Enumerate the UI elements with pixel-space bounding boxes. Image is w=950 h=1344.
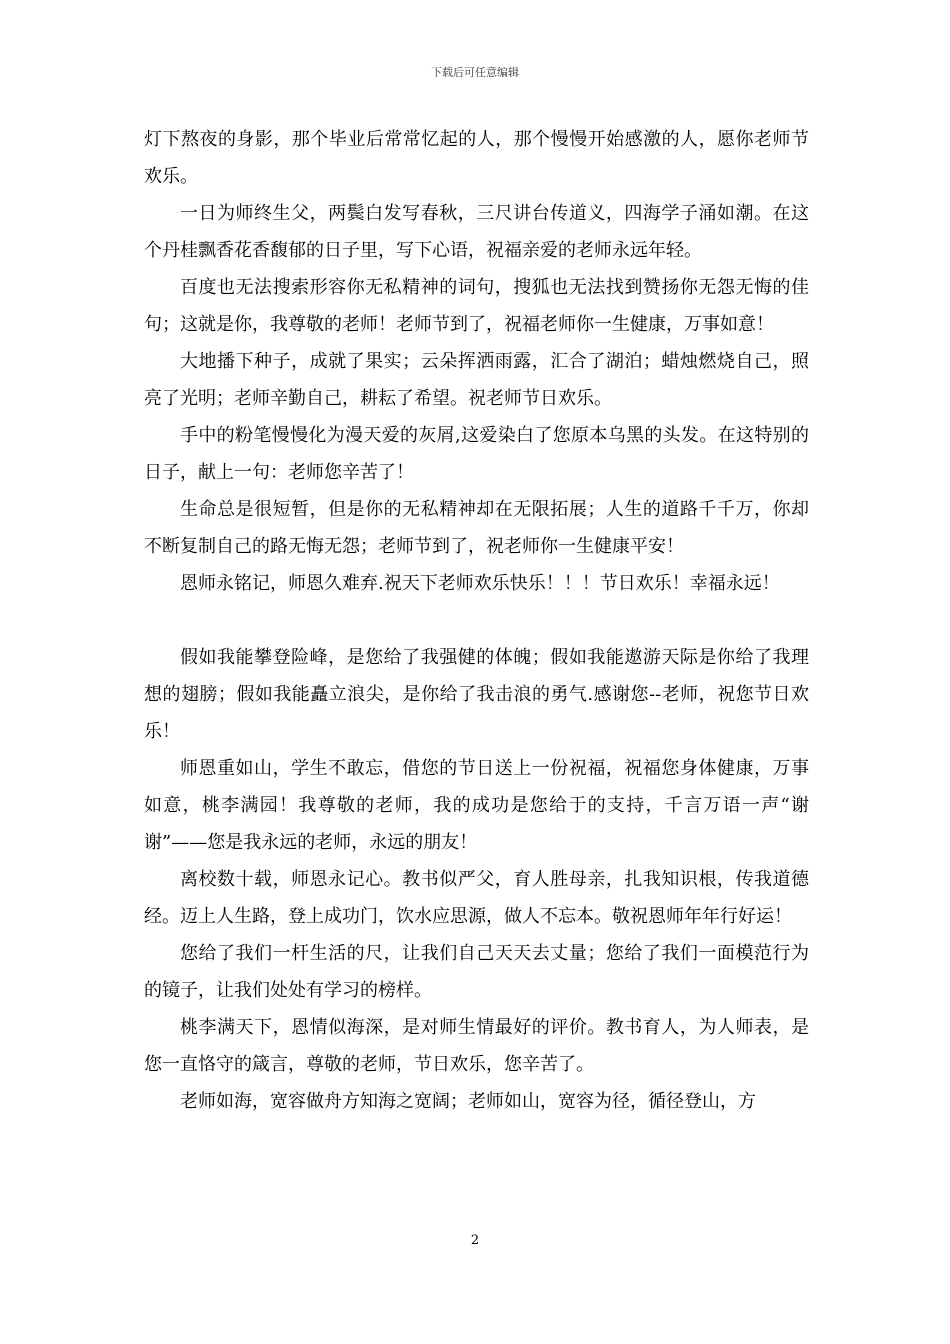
page-number: 2 [470,1233,480,1248]
paragraph: 假如我能攀登险峰，是您给了我强健的体魄；假如我能遨游天际是你给了我理想的翅膀；假如我能矗立浪尖，是你给了我击浪的勇气.感谢您--老师，祝您节日欢乐！ [144,647,809,742]
paragraph: 大地播下种子，成就了果实；云朵挥洒雨露，汇合了湖泊；蜡烛燃烧自己，照亮了光明；老师辛勤自己，耕耘了希望。祝老师节日欢乐。 [144,351,809,409]
paragraph: 老师如海，宽容做舟方知海之宽阔；老师如山，宽容为径，循径登山，方 [180,1091,756,1112]
paragraph: 生命总是很短暂，但是你的无私精神却在无限拓展；人生的道路千千万，你却不断复制自己的路无悔无怨；老师节到了，祝老师你一生健康平安！ [144,499,809,557]
paragraph: 手中的粉笔慢慢化为漫天爱的灰屑,这爱染白了您原本乌黑的头发。在这特别的日子，献上一句：老师您辛苦了！ [144,425,809,483]
paragraph: 恩师永铭记，师恩久难弃.祝天下老师欢乐快乐！！！节日欢乐！幸福永远！ [180,573,780,594]
paragraph: 桃李满天下，恩情似海深，是对师生情最好的评价。教书育人，为人师表，是您一直恪守的箴言，尊敬的老师，节日欢乐，您辛苦了。 [144,1017,809,1075]
document-body [144,121,809,1120]
section-gap [144,602,809,639]
paragraph: 一日为师终生父，两鬓白发写春秋，三尺讲台传道义，四海学子涌如潮。在这个丹桂飘香花香馥郁的日子里，写下心语，祝福亲爱的老师永远年轻。 [144,203,809,261]
paragraph: 百度也无法搜索形容你无私精神的词句，搜狐也无法找到赞扬你无怨无悔的佳句；这就是你，我尊敬的老师！老师节到了，祝福老师你一生健康，万事如意！ [144,277,809,335]
page-header: 下载后可任意编辑 [431,66,519,79]
paragraph: 离校数十载，师恩永记心。教书似严父，育人胜母亲，扎我知识根，传我道德经。迈上人生路，登上成功门，饮水应思源，做人不忘本。敬祝恩师年年行好运！ [144,869,809,927]
paragraph: 师恩重如山，学生不敢忘，借您的节日送上一份祝福，祝福您身体健康，万事如意，桃李满园！我尊敬的老师，我的成功是您给于的支持，千言万语一声“谢谢”——您是我永远的老师，永远的朋友！ [144,758,809,853]
paragraph: 灯下熬夜的身影，那个毕业后常常忆起的人，那个慢慢开始感激的人，愿你老师节欢乐。 [144,129,809,187]
paragraph: 您给了我们一杆生活的尺，让我们自己天天去丈量；您给了我们一面模范行为的镜子，让我们处处有学习的榜样。 [144,943,809,1001]
